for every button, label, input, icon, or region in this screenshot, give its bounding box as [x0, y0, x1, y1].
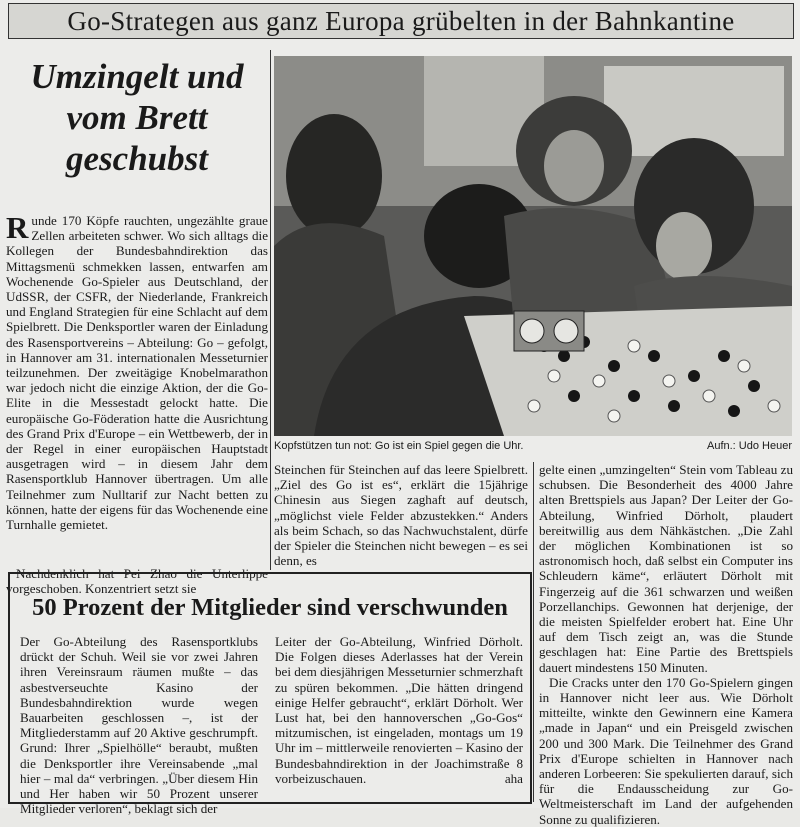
box-column-2	[275, 634, 523, 786]
author-signature: aha	[504, 770, 523, 786]
article-middle-column	[274, 462, 528, 568]
photo-credit: Aufn.: Udo Heuer	[707, 440, 792, 452]
article-right-text-2: Die Cracks unter den 170 Go-Spielern gingen in Hannover nicht leer aus. Wie Dörholt mitteilte, winkte den Gewinnern eine Kamera „made in Japan“ und ein Preisgeld zwischen 200 und 300 Mark. Die Teilnehmer des Grand Prix d'Europe schielten in Hannover nach anderen Lorbeeren: Sie spekulierten darauf, sich für die Endausscheidung zur Go-Weltmeisterschaft im Land der aufgehenden Sonne zu qualifizieren.	[539, 674, 793, 827]
column-rule	[270, 50, 271, 570]
article-text-1: unde 170 Köpfe rauchten, ungezählte graue Zellen arbeiteten schwer. Wo sich alltags die Kollegen der Bundesbahndirektion das Mittagsmenü schmekken lassen, entwarfen am Wochenende Go-Spieler aus Deutschland, der UdSSR, der CSFR, der Niederlande, Frankreich und England Strategien für eine Schlacht auf dem Spielbrett. Die Denksportler waren der Einladung des Rasensportvereins – Abteilung: Go – gefolgt, in Hannover am 31. internationalen Messeturnier teilzunehmen. Der zweitägige Knobelmarathon war jedoch nicht die einzige Aktion, der die Go-Elite in die Messestadt gelockt hatte. Die europäische Go-Föderation hatte die Ausrichtung des Grand Prix d'Europe – ein Wettbewerb, der in der Regel in einer europäischen Hauptstadt ausgetragen wird – in diesem Jahr dem Rasensportklub Hannover übertragen. Um alle Teilnehmer zum Nulltarif zur Nacht betten zu können, hatte der eigens für das Wochenende eine Turnhalle gemietet.	[6, 213, 268, 533]
news-photo	[274, 56, 792, 436]
article-paragraph-2: Nachdenklich hat Pei Zhao die Unterlippe vorgeschoben. Konzentriert setzt sie	[6, 566, 268, 597]
box-title: 50 Prozent der Mitglieder sind verschwunden	[32, 594, 508, 621]
photo-caption: Kopfstützen tun not: Go ist ein Spiel gegen die Uhr.	[274, 440, 524, 452]
sidebar-box	[8, 572, 532, 817]
column-rule-right	[533, 462, 534, 802]
article-left-column	[6, 50, 268, 620]
box-text-1: Der Go-Abteilung des Rasensportklubs drückt der Schuh. Weil sie vor zwei Jahren ihren Vereinsraum räumen mußte – das asbestverseuchte Kasino der Bundesbahndirektion wurde wegen Bauarbeiten geschlossen –, ist der Mitgliederstamm auf 20 Aktive geschrumpft. Grund: Ihrer „Spielhölle“ beraubt, mußten die Denksportler ihre Vereinsabende „mal hier – mal da“ verbringen. „Über diesem Hin und Her haben wir 50 Prozent unserer Mitglieder verloren“, beklagt sich der	[20, 634, 258, 817]
headline-line-3: geschubst	[66, 139, 208, 178]
article-middle-text: Steinchen für Steinchen auf das leere Spielbrett. „Ziel des Go ist es“, erklärt die 15jährige Chinesin aus Siegen zaghaft auf deutsch, „möglichst viele Felder abzustekken.“ Anders als beim Schach, so das Nachwuchstalent, dürfe der Spieler die Steinchen nicht bewegen – es sei denn, es	[274, 462, 528, 569]
article-right-column	[539, 462, 793, 827]
kicker-bar	[8, 3, 794, 39]
box-text-2	[275, 634, 523, 786]
headline	[6, 56, 268, 179]
box-column-1	[20, 634, 258, 816]
kicker: Go-Strategen aus ganz Europa grübelten in der Bahnkantine	[67, 6, 735, 36]
headline-line-2: vom Brett	[66, 98, 208, 137]
article-paragraph-1	[6, 210, 268, 533]
drop-cap: R	[6, 210, 29, 245]
headline-line-1: Umzingelt und	[30, 57, 244, 96]
box-text-2-body: Leiter der Go-Abteilung, Winfried Dörholt. Die Folgen dieses Aderlasses hat der Verein bei dem diesjährigen Messeturnier schmerzhaft zu spüren bekommen. „Die hätten dringend einige Helfer gebraucht“, erklärt Dörholt. Wer Lust hat, bei den hannoverschen „Go-Gos“ mitzumischen, ist eingeladen, montags um 19 Uhr im – mittlerweile renovierten – Kasino der Bundesbahndirektion in der Joachimstraße 8 vorbeizuschauen.	[275, 634, 523, 786]
go-players-photo	[274, 56, 792, 436]
article-right-text-1: gelte einen „umzingelten“ Stein vom Tableau zu schubsen. Die Besonderheit des 4000 Jahre alten Brettspiels aus Japan? Der Leiter der Go-Abteilung, Winfried Dörholt, plaudert bereitwillig aus dem Nähkästchen. „Die Zahl der möglichen Kombinationen ist so astronomisch hoch, daß selbst ein Computer ins Schleudern käme“, erläutert Dörholt mit Fingerzeig auf die 361 schwarzen und weißen Porzellanchips. Gewonnen hat derjenige, der die meisten Spielfelder erobert hat. Eine Uhr auf dem Tisch zeigt an, was die Stunde geschlagen hat: Eine Partie des Brettspiels dauert mindestens 150 Minuten.	[539, 462, 793, 675]
